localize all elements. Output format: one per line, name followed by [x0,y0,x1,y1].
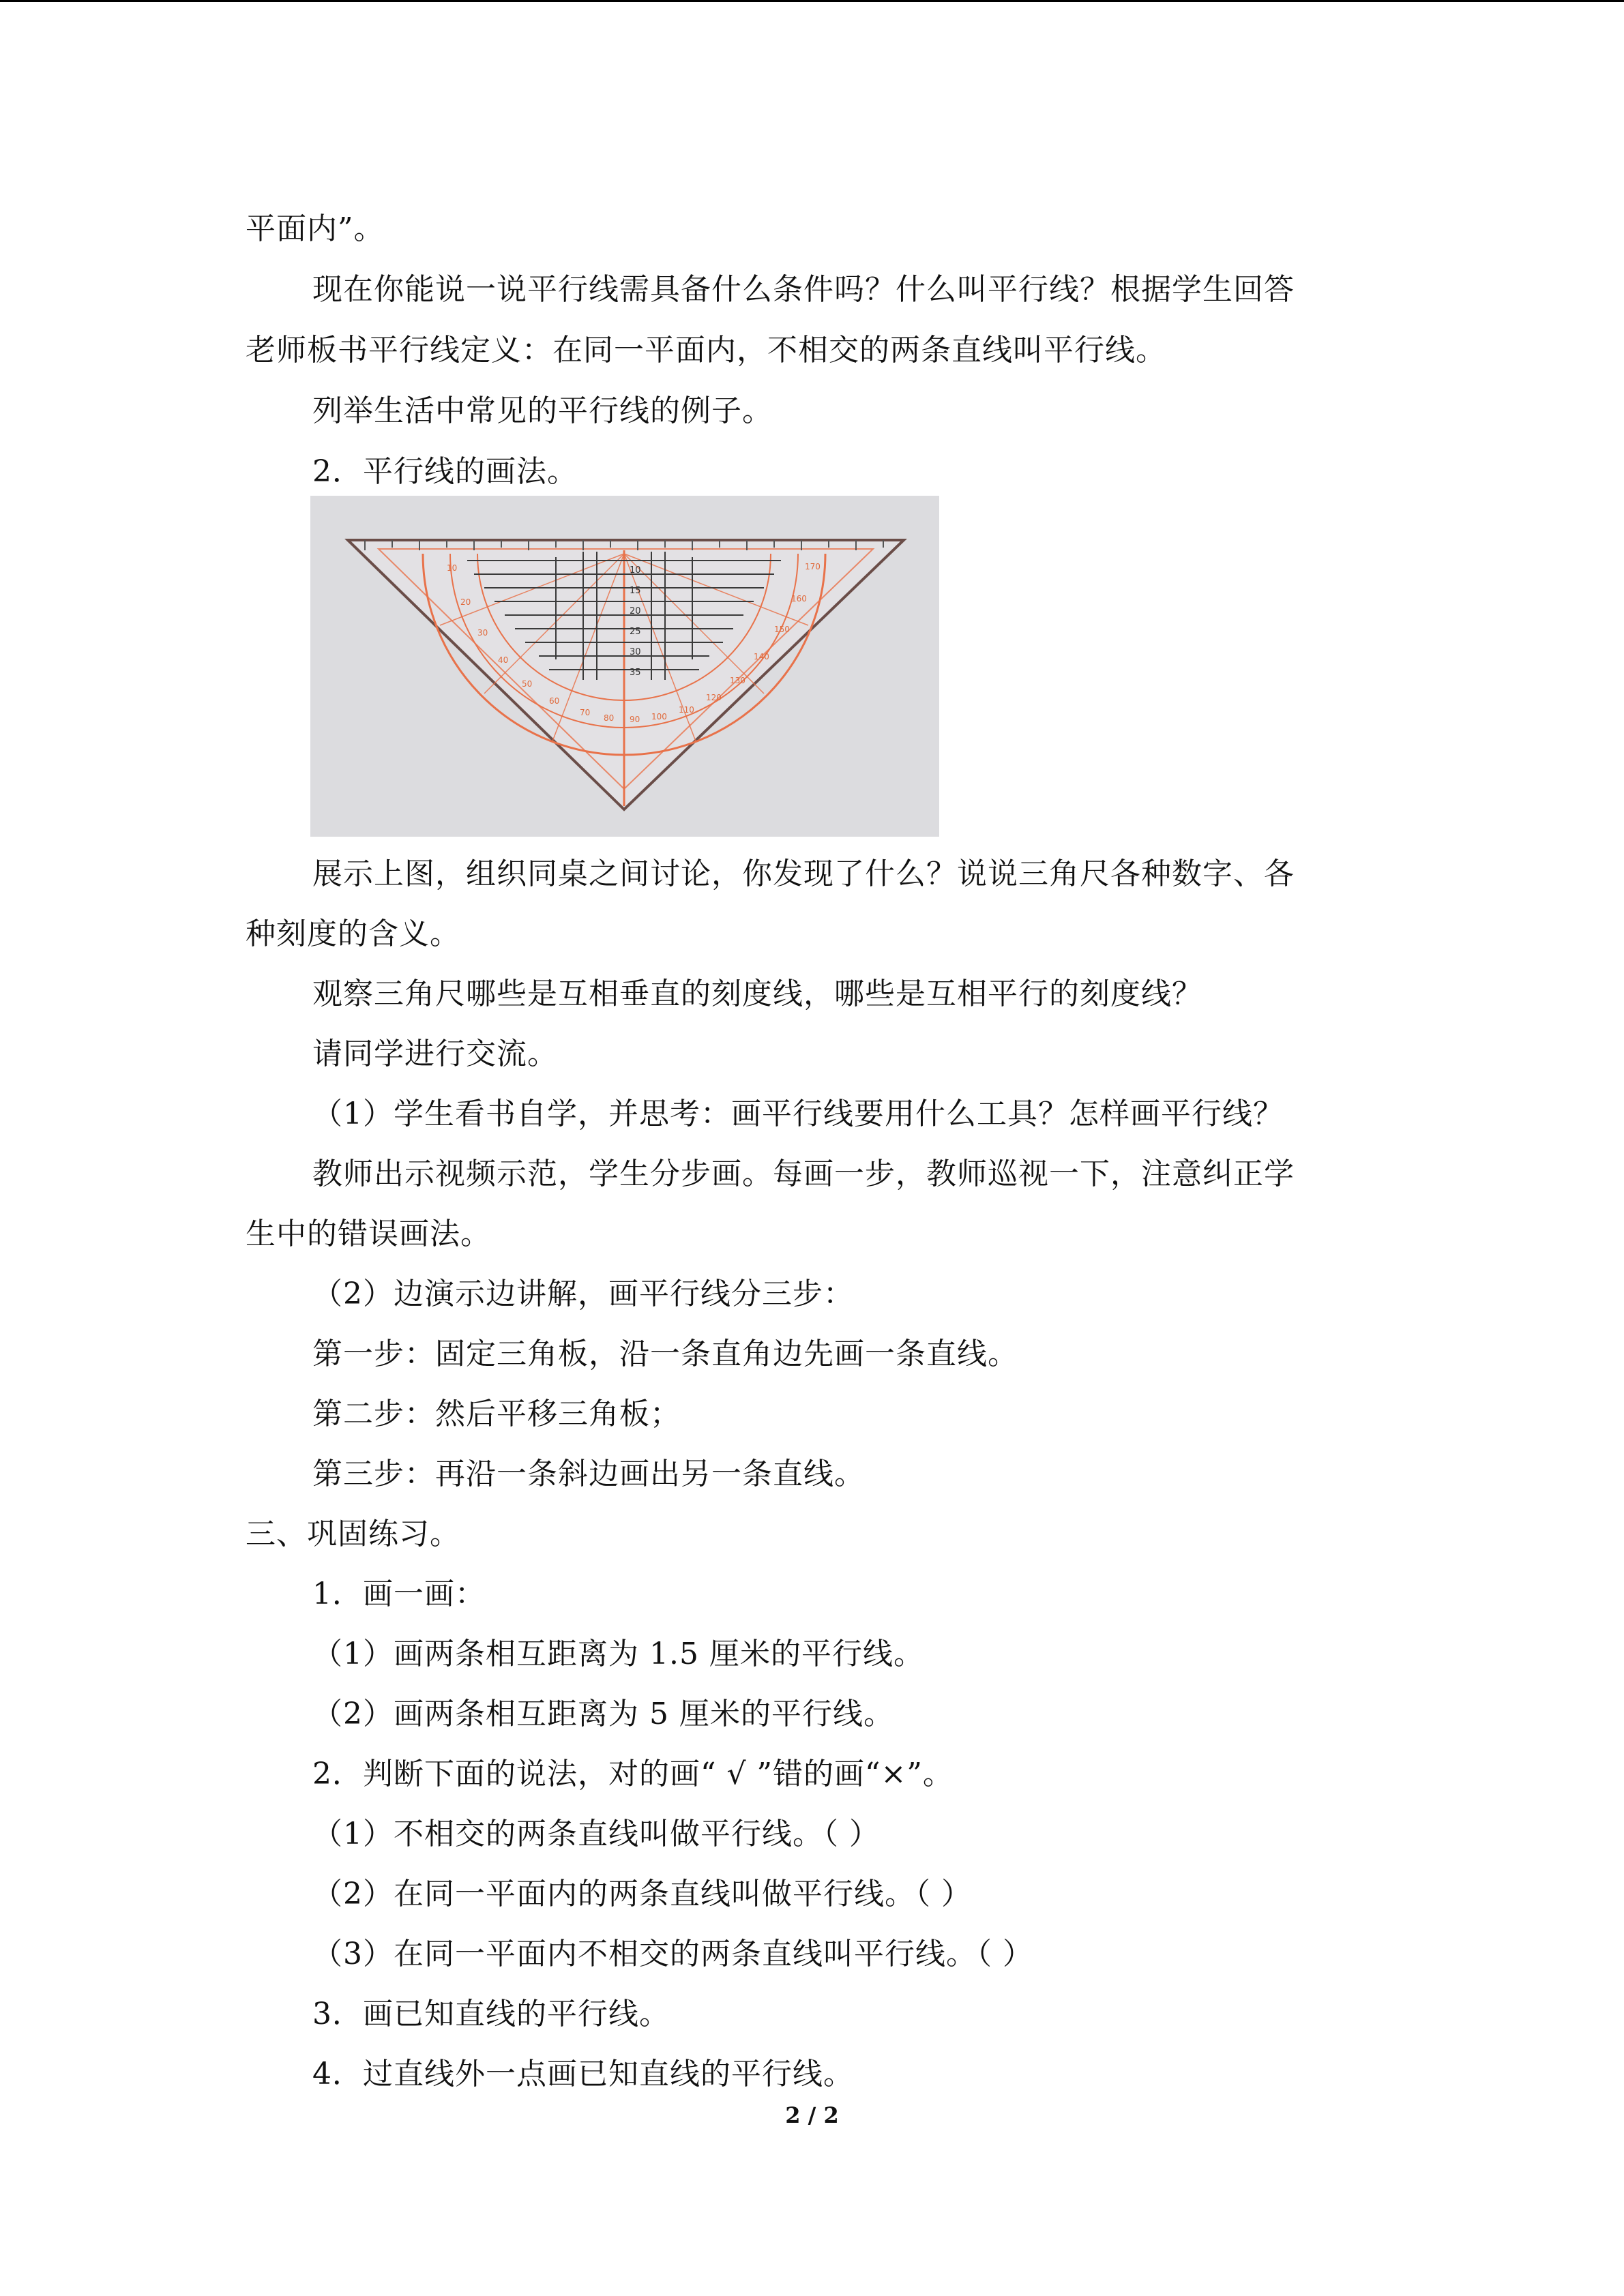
protractor-number: 50 [522,679,533,689]
triangle-ruler-photo [310,496,939,837]
protractor-number: 140 [754,652,769,661]
paragraph-line: （2）在同一平面内的两条直线叫做平行线。（ ） [312,1877,972,1911]
paragraph-line: 4．过直线外一点画已知直线的平行线。 [312,2057,854,2091]
top-border-rule [0,0,1624,2]
protractor-number: 160 [791,594,807,603]
protractor-number: 130 [730,676,745,685]
protractor-number: 120 [706,693,722,702]
paragraph-line: 3．画已知直线的平行线。 [312,1997,670,2031]
page-number: 2 / 2 [785,2102,839,2128]
protractor-number: 80 [604,713,615,723]
protractor-number: 150 [774,625,790,634]
protractor-number: 110 [679,705,694,715]
paragraph-line: 展示上图，组织同桌之间讨论，你发现了什么？说说三角尺各种数字、各 [312,856,1295,891]
paragraph-line: 观察三角尺哪些是互相垂直的刻度线，哪些是互相平行的刻度线？ [312,976,1202,1011]
protractor-number: 170 [805,562,821,571]
paragraph-line: 老师板书平行线定义：在同一平面内，不相交的两条直线叫平行线。 [246,333,1166,368]
paragraph-line: （1）画两条相互距离为 1.5 厘米的平行线。 [312,1637,924,1671]
paragraph-line: 平面内”。 [246,211,385,246]
paragraph-line: （3）在同一平面内不相交的两条直线叫平行线。（ ） [312,1937,1033,1971]
protractor-number: 20 [460,597,471,607]
paragraph-line: （2）画两条相互距离为 5 厘米的平行线。 [312,1697,894,1731]
protractor-number: 90 [630,715,640,724]
paragraph-line: 2．判断下面的说法，对的画“ √ ”错的画“×”。 [312,1757,954,1791]
ruler-number: 20 [630,606,641,616]
paragraph-line: 教师出示视频示范，学生分步画。每画一步，教师巡视一下，注意纠正学 [312,1157,1295,1191]
protractor-number: 100 [651,712,667,721]
protractor-number: 60 [549,696,560,706]
ruler-number: 30 [630,647,641,657]
paragraph-line: 1．画一画： [312,1577,486,1611]
ruler-number: 15 [630,586,641,596]
paragraph-line: 第三步：再沿一条斜边画出另一条直线。 [312,1457,865,1491]
paragraph-line: 第二步：然后平移三角板； [312,1397,681,1431]
paragraph-line: 第一步：固定三角板，沿一条直角边先画一条直线。 [312,1337,1018,1371]
paragraph-line: 种刻度的含义。 [246,916,460,951]
ruler-number: 10 [630,565,641,576]
paragraph-line: （2）边演示边讲解，画平行线分三步： [312,1277,854,1311]
ruler-number: 25 [630,627,641,637]
protractor-number: 40 [498,655,509,665]
protractor-number: 30 [477,628,488,638]
ruler-number: 35 [630,668,641,678]
paragraph-line: 请同学进行交流。 [312,1037,558,1071]
paragraph-line: 生中的错误画法。 [246,1217,491,1251]
paragraph-line: （1）学生看书自学，并思考：画平行线要用什么工具？怎样画平行线？ [312,1097,1284,1131]
section-heading: 三、巩固练习。 [246,1517,460,1551]
protractor-number: 70 [580,708,591,717]
protractor-number: 10 [447,563,458,573]
section-heading: 2．平行线的画法。 [312,454,578,489]
paragraph-line: 现在你能说一说平行线需具备什么条件吗？什么叫平行线？根据学生回答 [312,272,1295,307]
paragraph-line: （1）不相交的两条直线叫做平行线。（ ） [312,1817,880,1851]
paragraph-line: 列举生活中常见的平行线的例子。 [312,393,773,428]
